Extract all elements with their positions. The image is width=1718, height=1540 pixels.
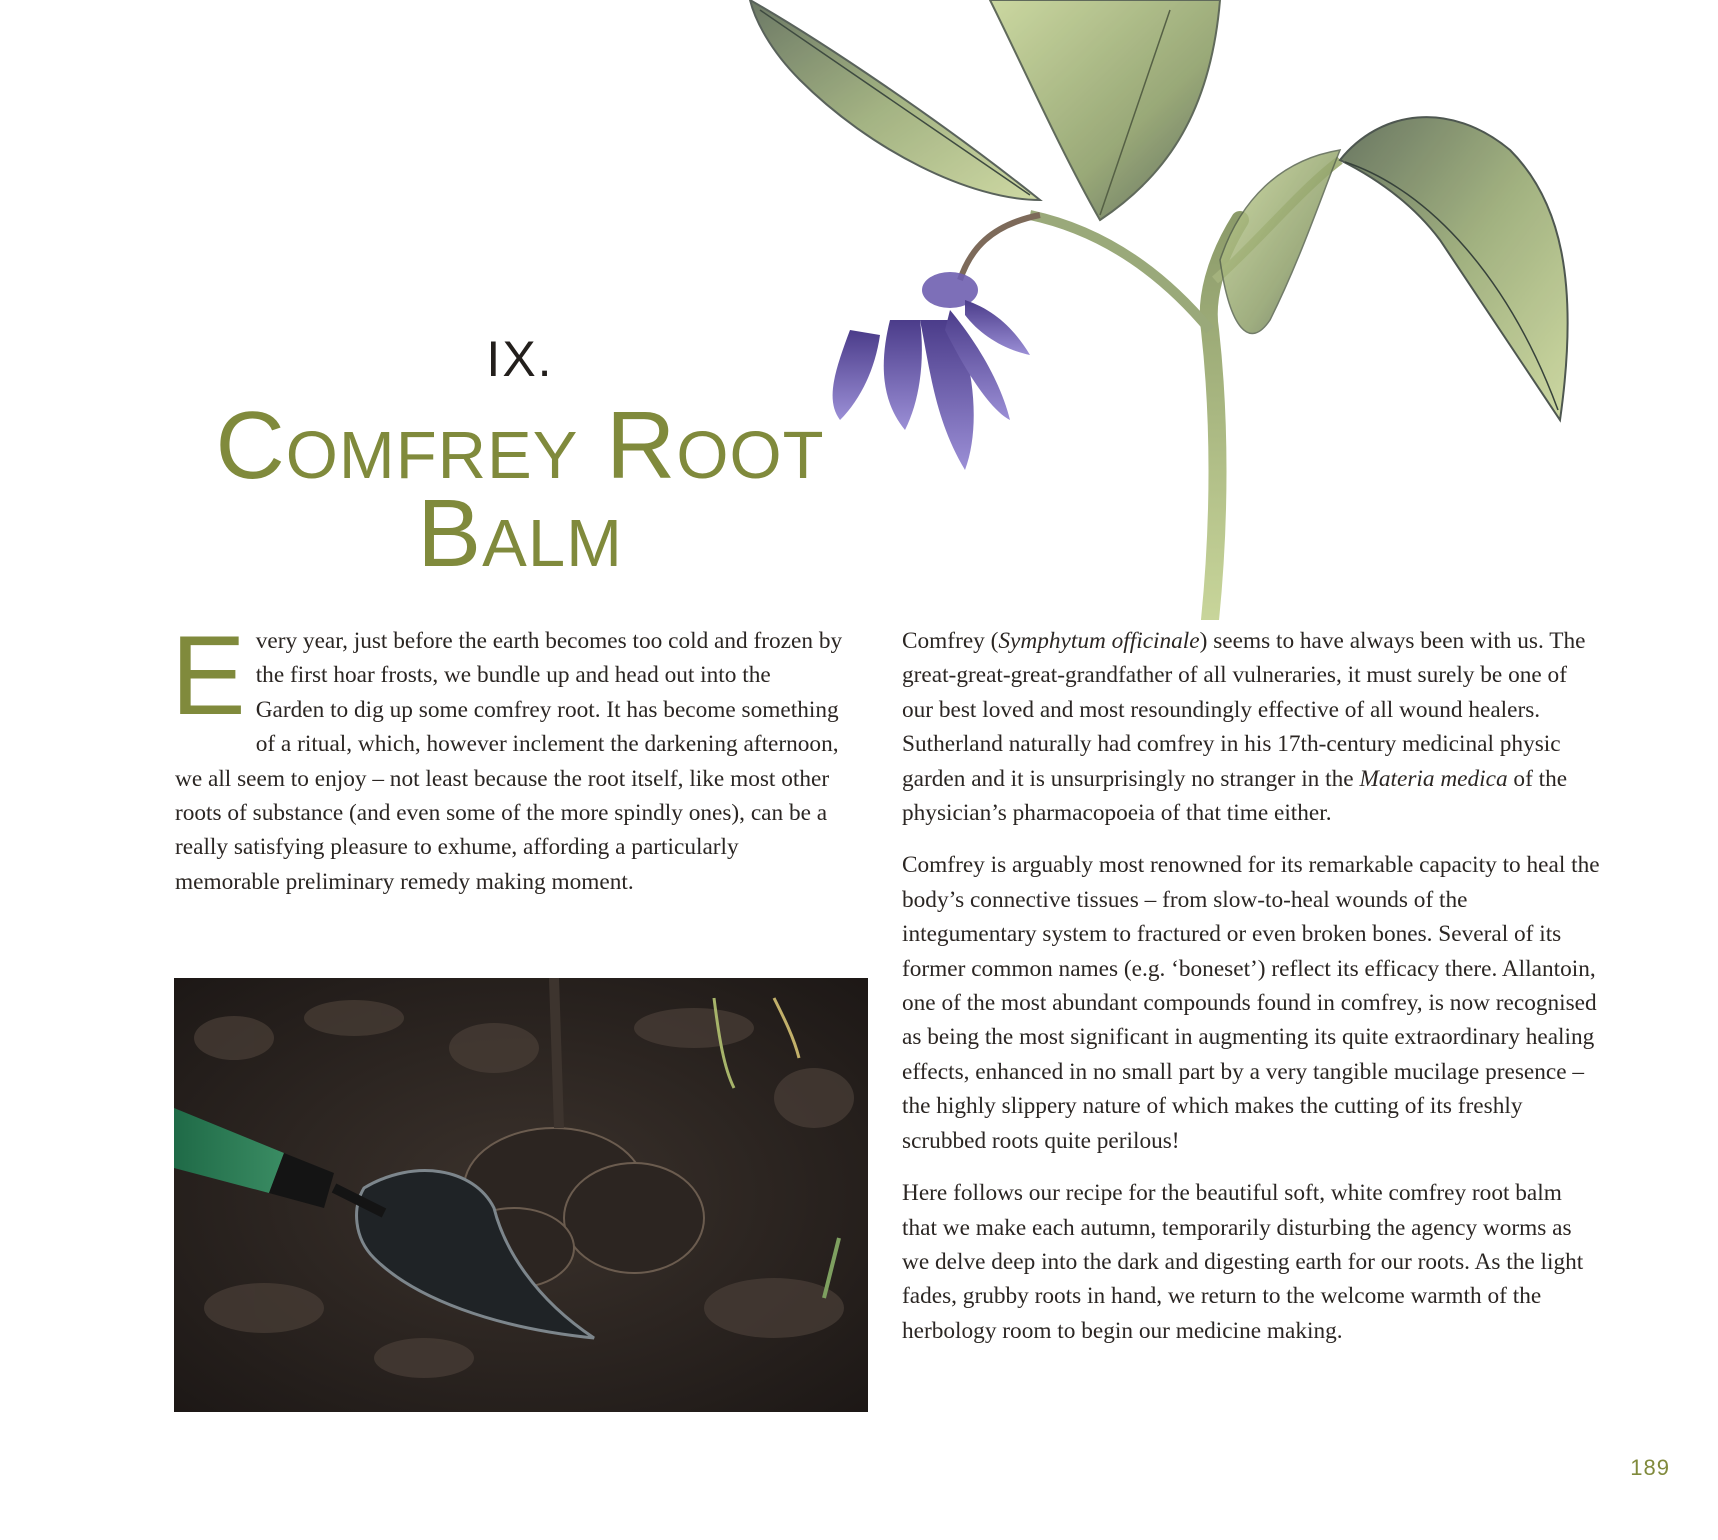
chapter-title [160, 392, 880, 587]
intro-paragraph [171, 613, 845, 899]
right-column [902, 624, 1602, 1366]
paragraph-1-part-c: of the physician’s pharmacopoeia of that time either. [902, 765, 1568, 827]
paragraph-3: Here follows our recipe for the beautiful soft, white comfrey root balm that we make each autumn, temporarily disturbing the agency worms as we delve deep into the dark and digesting earth for our roots. As the light fades, grubby roots in hand, we return to the welcome warmth of the herbology room to begin our medicine making. [902, 1180, 1584, 1344]
page-number: 189 [1630, 1455, 1670, 1480]
chapter-number: IX. [486, 331, 554, 387]
digging-photo [174, 978, 868, 1412]
intro-text: very year, just before the earth becomes too cold and frozen by the first hoar frosts, we bundle up and head out into the Garden to dig up some comfrey root. It has become something of a ritual, which, however inclement the darkening afternoon, we all seem to enjoy – not least because the root itself, like most other roots of substance (and even some of the more spindly ones), can be a really satisfying pleasure to exhume, affording a particularly memorable preliminary remedy making moment. [175, 628, 843, 895]
paragraph-1-part-a: Comfrey ( [902, 628, 999, 654]
paragraph-1 [902, 624, 1602, 830]
species-name: Symphytum officinale [998, 628, 1200, 654]
paragraph-2: Comfrey is arguably most renowned for its remarkable capacity to heal the body’s connective tissues – from slow-to-heal wounds of the integumentary system to fractured or even broken bones. Several of its former common names (e.g. ‘boneset’) reflect its efficacy there. Allantoin, one of the most abundant compounds found in comfrey, is now recognised as being the most significant in augmenting its quite extraordinary healing effects, enhanced in no small part by a very tangible mucilage presence – the highly slippery nature of which makes the cutting of its freshly scrubbed roots quite perilous! [902, 852, 1600, 1154]
materia-medica: Materia medica [1359, 765, 1508, 792]
chapter-title-line2: Balm [417, 480, 623, 587]
drop-cap: E [171, 613, 246, 738]
paragraph-1-part-b: ) seems to have always been with us. The great-great-great-grandfather of all vulneraries, it must surely be one of our best loved and most resoundingly effective of all wound healers. Sutherland naturally had comfrey in his 17th-century medicinal physic garden and it is unsurprisingly no stranger in the [902, 628, 1586, 792]
chapter-title-line1: Comfrey Root [215, 392, 825, 499]
